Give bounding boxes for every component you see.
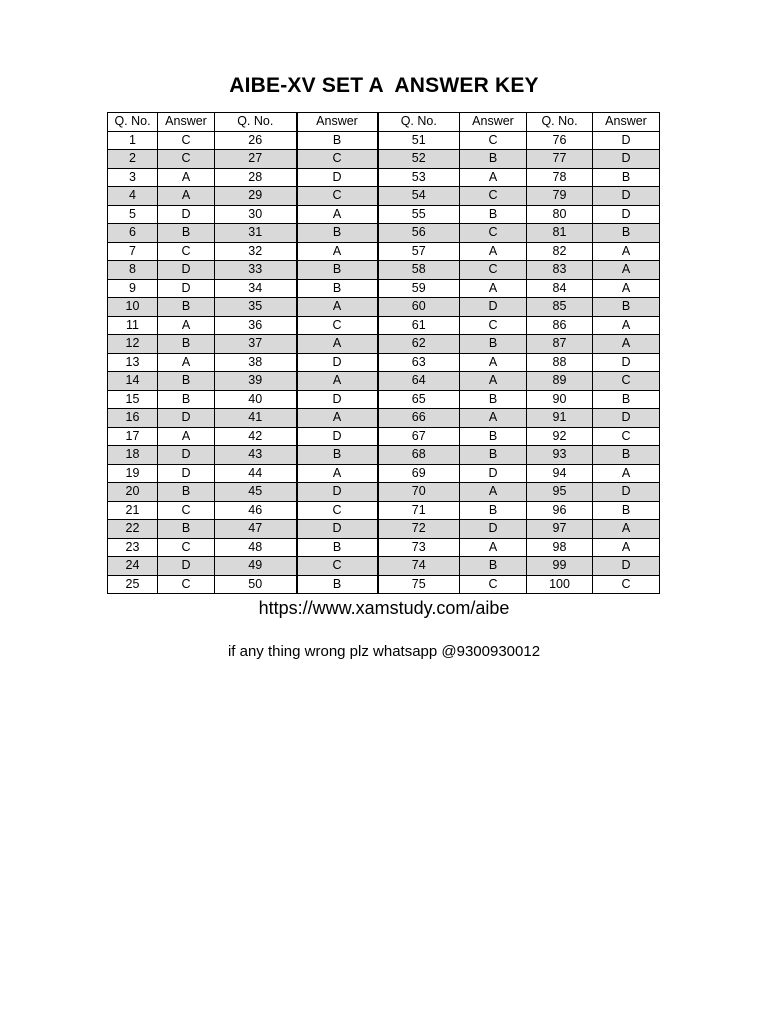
question-number-cell: 75 [378, 575, 460, 594]
question-number-cell: 67 [378, 427, 460, 446]
table-row [108, 501, 660, 520]
question-number-cell: 16 [108, 409, 158, 428]
answer-key-body [108, 131, 660, 594]
answer-cell: D [593, 131, 660, 150]
answer-cell: D [460, 464, 527, 483]
question-number-cell: 96 [527, 501, 593, 520]
answer-cell: B [460, 335, 527, 354]
question-number-cell: 81 [527, 224, 593, 243]
question-number-cell: 76 [527, 131, 593, 150]
question-number-cell: 97 [527, 520, 593, 539]
question-number-cell: 86 [527, 316, 593, 335]
page-title: AIBE-XV SET A ANSWER KEY [229, 74, 539, 97]
question-number-cell: 21 [108, 501, 158, 520]
question-number-cell: 92 [527, 427, 593, 446]
table-row [108, 316, 660, 335]
answer-cell: C [297, 557, 378, 576]
question-number-cell: 20 [108, 483, 158, 502]
question-number-cell: 55 [378, 205, 460, 224]
question-number-cell: 17 [108, 427, 158, 446]
answer-cell: A [593, 316, 660, 335]
answer-cell: B [297, 446, 378, 465]
question-number-cell: 43 [215, 446, 297, 465]
question-number-cell: 66 [378, 409, 460, 428]
answer-cell: C [297, 316, 378, 335]
answer-cell: B [158, 335, 215, 354]
question-number-cell: 26 [215, 131, 297, 150]
answer-cell: D [158, 205, 215, 224]
table-row [108, 483, 660, 502]
question-number-cell: 13 [108, 353, 158, 372]
table-row [108, 279, 660, 298]
table-row [108, 205, 660, 224]
answer-cell: D [460, 298, 527, 317]
answer-cell: D [593, 150, 660, 169]
table-row [108, 427, 660, 446]
question-number-cell: 65 [378, 390, 460, 409]
table-header-row [108, 113, 660, 132]
answer-cell: C [460, 316, 527, 335]
question-number-cell: 93 [527, 446, 593, 465]
answer-cell: D [593, 557, 660, 576]
question-number-cell: 28 [215, 168, 297, 187]
answer-cell: B [297, 279, 378, 298]
answer-cell: A [297, 409, 378, 428]
question-number-cell: 62 [378, 335, 460, 354]
answer-cell: A [593, 242, 660, 261]
answer-cell: B [460, 150, 527, 169]
answer-cell: D [158, 409, 215, 428]
question-number-cell: 71 [378, 501, 460, 520]
table-row [108, 557, 660, 576]
column-header: Answer [158, 113, 215, 132]
column-header: Answer [593, 113, 660, 132]
table-row [108, 538, 660, 557]
table-row [108, 409, 660, 428]
answer-cell: B [593, 168, 660, 187]
question-number-cell: 72 [378, 520, 460, 539]
answer-cell: C [460, 575, 527, 594]
answer-cell: A [297, 464, 378, 483]
question-number-cell: 70 [378, 483, 460, 502]
question-number-cell: 41 [215, 409, 297, 428]
question-number-cell: 52 [378, 150, 460, 169]
answer-cell: B [593, 224, 660, 243]
question-number-cell: 12 [108, 335, 158, 354]
question-number-cell: 6 [108, 224, 158, 243]
question-number-cell: 56 [378, 224, 460, 243]
question-number-cell: 42 [215, 427, 297, 446]
question-number-cell: 63 [378, 353, 460, 372]
answer-cell: B [460, 557, 527, 576]
question-number-cell: 78 [527, 168, 593, 187]
answer-cell: C [460, 224, 527, 243]
answer-cell: B [460, 501, 527, 520]
answer-cell: A [593, 520, 660, 539]
question-number-cell: 48 [215, 538, 297, 557]
answer-cell: B [158, 298, 215, 317]
question-number-cell: 85 [527, 298, 593, 317]
question-number-cell: 4 [108, 187, 158, 206]
question-number-cell: 73 [378, 538, 460, 557]
answer-cell: A [593, 279, 660, 298]
answer-cell: B [460, 427, 527, 446]
column-header: Answer [297, 113, 378, 132]
answer-cell: A [460, 483, 527, 502]
question-number-cell: 88 [527, 353, 593, 372]
question-number-cell: 11 [108, 316, 158, 335]
answer-cell: B [460, 390, 527, 409]
answer-cell: A [158, 353, 215, 372]
question-number-cell: 49 [215, 557, 297, 576]
question-number-cell: 94 [527, 464, 593, 483]
question-number-cell: 9 [108, 279, 158, 298]
column-header: Q. No. [108, 113, 158, 132]
question-number-cell: 36 [215, 316, 297, 335]
answer-cell: B [297, 261, 378, 280]
answer-cell: B [297, 538, 378, 557]
answer-cell: A [460, 242, 527, 261]
question-number-cell: 15 [108, 390, 158, 409]
answer-cell: B [297, 131, 378, 150]
question-number-cell: 32 [215, 242, 297, 261]
answer-cell: C [297, 501, 378, 520]
question-number-cell: 35 [215, 298, 297, 317]
question-number-cell: 47 [215, 520, 297, 539]
answer-cell: C [158, 131, 215, 150]
answer-cell: A [593, 538, 660, 557]
question-number-cell: 46 [215, 501, 297, 520]
question-number-cell: 37 [215, 335, 297, 354]
question-number-cell: 22 [108, 520, 158, 539]
answer-cell: A [158, 168, 215, 187]
answer-cell: B [158, 483, 215, 502]
answer-cell: D [297, 168, 378, 187]
column-header: Q. No. [527, 113, 593, 132]
answer-cell: C [593, 372, 660, 391]
answer-cell: D [158, 464, 215, 483]
table-row [108, 390, 660, 409]
answer-cell: A [158, 427, 215, 446]
column-header: Q. No. [215, 113, 297, 132]
question-number-cell: 60 [378, 298, 460, 317]
answer-cell: D [297, 390, 378, 409]
question-number-cell: 89 [527, 372, 593, 391]
question-number-cell: 18 [108, 446, 158, 465]
table-row [108, 464, 660, 483]
answer-cell: D [297, 483, 378, 502]
answer-cell: B [460, 205, 527, 224]
question-number-cell: 50 [215, 575, 297, 594]
answer-cell: B [593, 446, 660, 465]
question-number-cell: 57 [378, 242, 460, 261]
question-number-cell: 51 [378, 131, 460, 150]
answer-cell: C [158, 538, 215, 557]
question-number-cell: 5 [108, 205, 158, 224]
answer-cell: A [593, 261, 660, 280]
question-number-cell: 8 [108, 261, 158, 280]
answer-cell: D [593, 353, 660, 372]
question-number-cell: 53 [378, 168, 460, 187]
table-row [108, 187, 660, 206]
table-row [108, 298, 660, 317]
answer-cell: D [593, 483, 660, 502]
column-header: Q. No. [378, 113, 460, 132]
answer-cell: D [593, 205, 660, 224]
question-number-cell: 7 [108, 242, 158, 261]
answer-cell: D [297, 427, 378, 446]
answer-cell: B [593, 298, 660, 317]
answer-cell: A [460, 538, 527, 557]
question-number-cell: 10 [108, 298, 158, 317]
question-number-cell: 19 [108, 464, 158, 483]
answer-cell: B [460, 446, 527, 465]
answer-cell: B [593, 390, 660, 409]
answer-cell: A [593, 464, 660, 483]
question-number-cell: 80 [527, 205, 593, 224]
answer-cell: A [297, 242, 378, 261]
answer-cell: C [460, 261, 527, 280]
answer-cell: A [297, 335, 378, 354]
table-row [108, 446, 660, 465]
answer-cell: A [460, 409, 527, 428]
website-url[interactable]: https://www.xamstudy.com/aibe [258, 598, 510, 618]
question-number-cell: 54 [378, 187, 460, 206]
question-number-cell: 90 [527, 390, 593, 409]
answer-cell: D [460, 520, 527, 539]
table-row [108, 261, 660, 280]
question-number-cell: 24 [108, 557, 158, 576]
answer-cell: D [158, 261, 215, 280]
question-number-cell: 59 [378, 279, 460, 298]
answer-cell: A [158, 316, 215, 335]
question-number-cell: 25 [108, 575, 158, 594]
answer-cell: B [158, 372, 215, 391]
question-number-cell: 83 [527, 261, 593, 280]
table-row [108, 372, 660, 391]
answer-cell: A [460, 168, 527, 187]
question-number-cell: 1 [108, 131, 158, 150]
question-number-cell: 14 [108, 372, 158, 391]
answer-cell: A [297, 372, 378, 391]
question-number-cell: 31 [215, 224, 297, 243]
answer-cell: D [297, 353, 378, 372]
answer-cell: C [158, 575, 215, 594]
table-row [108, 520, 660, 539]
question-number-cell: 45 [215, 483, 297, 502]
answer-cell: B [158, 520, 215, 539]
question-number-cell: 30 [215, 205, 297, 224]
answer-cell: C [158, 501, 215, 520]
answer-cell: B [158, 390, 215, 409]
question-number-cell: 69 [378, 464, 460, 483]
answer-cell: B [297, 575, 378, 594]
table-row [108, 168, 660, 187]
question-number-cell: 39 [215, 372, 297, 391]
question-number-cell: 87 [527, 335, 593, 354]
answer-cell: A [297, 298, 378, 317]
answer-cell: A [460, 372, 527, 391]
question-number-cell: 27 [215, 150, 297, 169]
answer-cell: D [158, 557, 215, 576]
answer-cell: B [158, 224, 215, 243]
column-header: Answer [460, 113, 527, 132]
table-row [108, 575, 660, 594]
question-number-cell: 64 [378, 372, 460, 391]
question-number-cell: 84 [527, 279, 593, 298]
answer-cell: A [460, 279, 527, 298]
answer-cell: C [297, 187, 378, 206]
question-number-cell: 61 [378, 316, 460, 335]
answer-cell: A [460, 353, 527, 372]
question-number-cell: 100 [527, 575, 593, 594]
answer-cell: B [593, 501, 660, 520]
answer-cell: A [158, 187, 215, 206]
question-number-cell: 91 [527, 409, 593, 428]
answer-cell: C [593, 575, 660, 594]
contact-note: if any thing wrong plz whatsapp @9300930012 [227, 643, 541, 660]
answer-cell: C [297, 150, 378, 169]
question-number-cell: 58 [378, 261, 460, 280]
answer-key-table [107, 112, 660, 594]
answer-cell: C [460, 187, 527, 206]
answer-cell: C [593, 427, 660, 446]
question-number-cell: 29 [215, 187, 297, 206]
table-row [108, 353, 660, 372]
question-number-cell: 99 [527, 557, 593, 576]
answer-cell: C [158, 150, 215, 169]
answer-cell: D [158, 279, 215, 298]
answer-cell: C [460, 131, 527, 150]
answer-cell: D [593, 409, 660, 428]
question-number-cell: 33 [215, 261, 297, 280]
question-number-cell: 34 [215, 279, 297, 298]
question-number-cell: 23 [108, 538, 158, 557]
question-number-cell: 40 [215, 390, 297, 409]
question-number-cell: 82 [527, 242, 593, 261]
table-row [108, 242, 660, 261]
question-number-cell: 44 [215, 464, 297, 483]
answer-cell: D [593, 187, 660, 206]
answer-cell: A [297, 205, 378, 224]
table-row [108, 150, 660, 169]
question-number-cell: 77 [527, 150, 593, 169]
question-number-cell: 79 [527, 187, 593, 206]
question-number-cell: 38 [215, 353, 297, 372]
answer-cell: C [158, 242, 215, 261]
question-number-cell: 2 [108, 150, 158, 169]
answer-cell: D [158, 446, 215, 465]
answer-cell: A [593, 335, 660, 354]
table-row [108, 224, 660, 243]
table-row [108, 131, 660, 150]
table-row [108, 335, 660, 354]
question-number-cell: 95 [527, 483, 593, 502]
question-number-cell: 3 [108, 168, 158, 187]
question-number-cell: 68 [378, 446, 460, 465]
question-number-cell: 74 [378, 557, 460, 576]
answer-cell: D [297, 520, 378, 539]
answer-cell: B [297, 224, 378, 243]
question-number-cell: 98 [527, 538, 593, 557]
